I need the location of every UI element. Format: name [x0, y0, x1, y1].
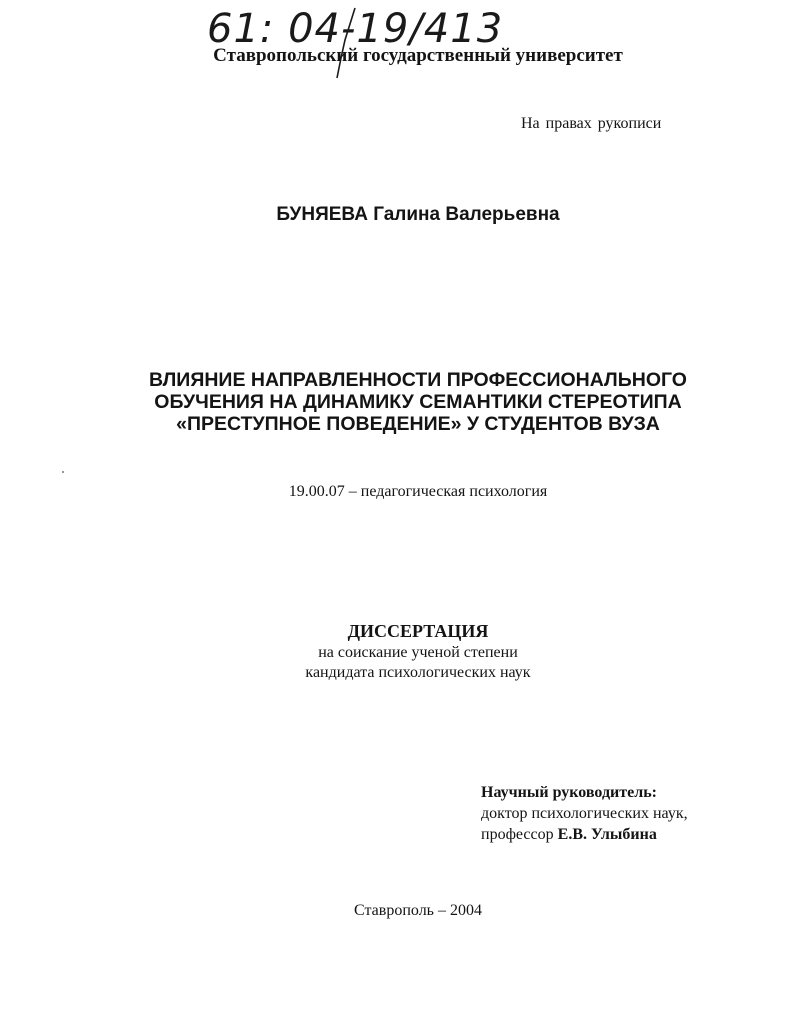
degree-purpose-line: на соискание ученой степени: [318, 644, 518, 661]
degree-name-line: кандидата психологических наук: [305, 664, 531, 681]
university-name: Ставропольский государственный университет: [213, 45, 623, 66]
advisor-label: Научный руководитель:: [481, 784, 657, 801]
advisor-title-line: [481, 824, 688, 845]
city-year: Ставрополь – 2004: [354, 902, 482, 919]
specialty-code: 19.00.07 – педагогическая психология: [288, 483, 548, 500]
manuscript-rights-note: На правах рукописи: [521, 115, 662, 132]
scientific-advisor-block: [481, 782, 688, 845]
title-line-2: ОБУЧЕНИЯ НА ДИНАМИКУ СЕМАНТИКИ СТЕРЕОТИПА: [154, 391, 682, 413]
advisor-name: Е.В. Улыбина: [557, 826, 657, 843]
author-name: БУНЯЕВА Галина Валерьевна: [276, 204, 560, 225]
title-line-3: «ПРЕСТУПНОЕ ПОВЕДЕНИЕ» У СТУДЕНТОВ ВУЗА: [176, 413, 660, 435]
advisor-degree: доктор психологических наук,: [481, 805, 688, 822]
title-line-1: ВЛИЯНИЕ НАПРАВЛЕННОСТИ ПРОФЕССИОНАЛЬНОГО: [149, 369, 687, 391]
advisor-title-prefix: профессор: [481, 826, 558, 843]
scan-speck: [62, 471, 64, 473]
handwritten-catalog-text: 61: 04-19/413: [207, 6, 504, 52]
dissertation-title: [0, 369, 792, 435]
dissertation-heading: ДИССЕРТАЦИЯ: [347, 621, 489, 641]
